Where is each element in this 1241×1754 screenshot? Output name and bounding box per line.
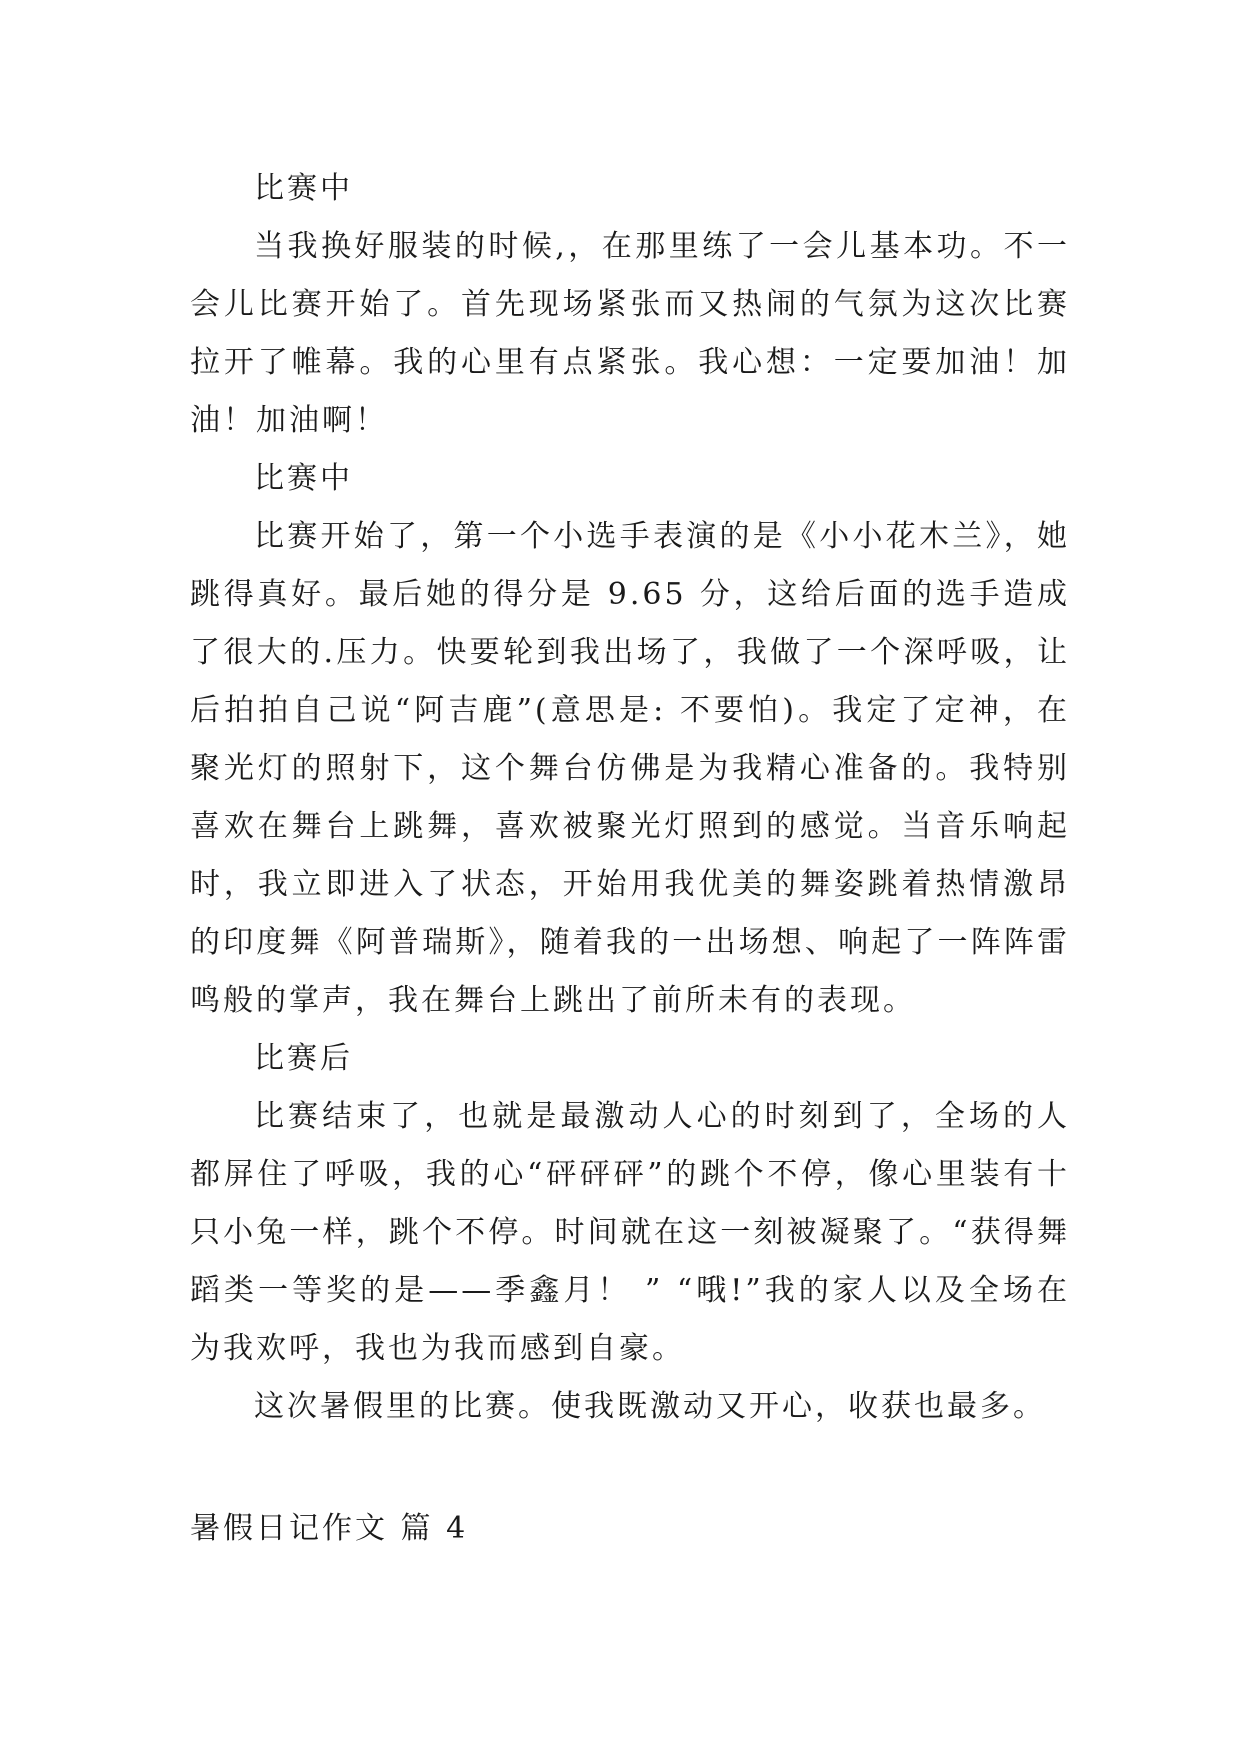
paragraph-2: 比赛开始了，第一个小选手表演的是《小小花木兰》，她跳得真好。最后她的得分是 9.65 分，这给后面的选手造成了很大的.压力。快要轮到我出场了，我做了一个深呼吸，让后拍拍自己说“阿吉鹿”(意思是: 不要怕)。我定了定神，在聚光灯的照射下，这个舞台仿佛是为我精心准备的。我特别喜欢在舞台上跳舞，喜欢被聚光灯照到的感觉。当音乐响起时，我立即进入了状态，开始用我优美的舞姿跳着热情激昂的印度舞《阿普瑞斯》，随着我的一出场想、响起了一阵阵雷鸣般的掌声，我在舞台上跳出了前所未有的表现。: [190, 519, 1070, 1018]
section-title: 暑假日记作文 篇 4: [190, 1511, 469, 1546]
paragraph-1: 当我换好服装的时候,，在那里练了一会儿基本功。不一会儿比赛开始了。首先现场紧张而又热闹的气氛为这次比赛拉开了帷幕。我的心里有点紧张。我心想：一定要加油！加油！加油啊！: [190, 229, 1070, 438]
document-body: [190, 160, 1070, 1558]
subheading-during-1: 比赛中: [254, 171, 353, 206]
paragraph-4: 这次暑假里的比赛。使我既激动又开心，收获也最多。: [254, 1389, 1046, 1424]
subheading-during-2: 比赛中: [254, 461, 353, 496]
paragraph-3: 比赛结束了，也就是最激动人心的时刻到了，全场的人都屏住了呼吸，我的心“砰砰砰”的跳个不停，像心里装有十只小兔一样，跳个不停。时间就在这一刻被凝聚了。“获得舞蹈类一等奖的是——季鑫月！ ” “哦!”我的家人以及全场在为我欢呼，我也为我而感到自豪。: [190, 1099, 1070, 1366]
subheading-after: 比赛后: [254, 1041, 353, 1076]
